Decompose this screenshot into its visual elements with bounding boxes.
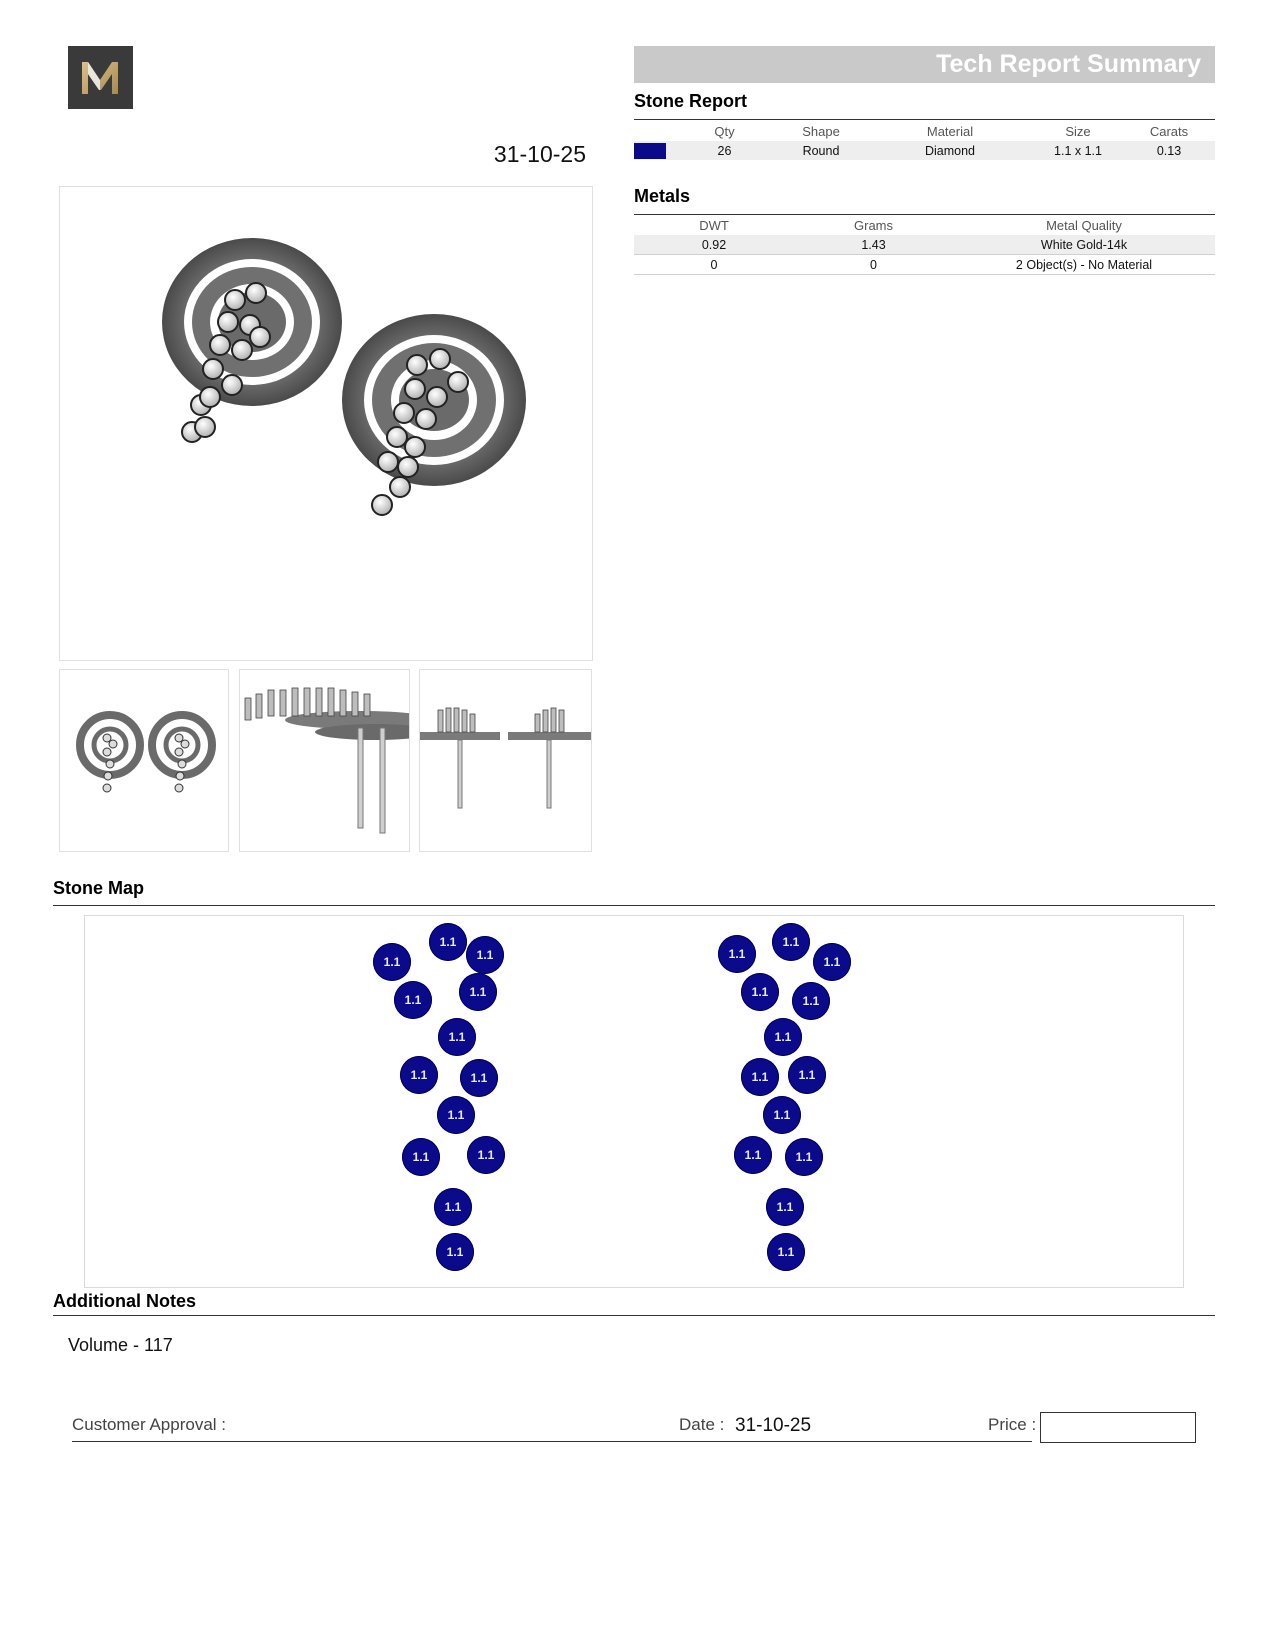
summary-header-bar [634, 46, 1215, 83]
cell-qty: 26 [674, 141, 775, 160]
stone-map-title: Stone Map [53, 878, 145, 898]
cell-dwt: 0.92 [634, 235, 794, 255]
left-earring [162, 238, 342, 442]
stone-marker: 1.1 [718, 935, 756, 973]
stone-marker: 1.1 [400, 1056, 438, 1094]
col-carats: Carats [1149, 124, 1189, 139]
stone-marker: 1.1 [741, 1058, 779, 1096]
stone-marker: 1.1 [813, 943, 851, 981]
stone-map-divider [53, 905, 1215, 906]
thumbnail-front-view[interactable] [59, 669, 229, 852]
main-product-render [59, 186, 593, 661]
thumbnail-profile-view[interactable] [419, 669, 592, 852]
stone-map-panel [84, 915, 1184, 1288]
col-material: Material [926, 124, 974, 139]
stone-marker: 1.1 [460, 1059, 498, 1097]
metals-table [634, 216, 1215, 275]
cell-material: Diamond [867, 141, 1033, 160]
stone-marker: 1.1 [741, 973, 779, 1011]
stone-marker: 1.1 [772, 923, 810, 961]
cell-dwt: 0 [634, 255, 794, 275]
stone-marker: 1.1 [438, 1018, 476, 1056]
col-qty: Qty [714, 124, 735, 139]
stone-marker: 1.1 [429, 923, 467, 961]
cell-shape: Round [775, 141, 867, 160]
table-row [634, 235, 1215, 255]
stone-marker: 1.1 [785, 1138, 823, 1176]
metals-divider [634, 214, 1215, 215]
approval-date-label: Date : [679, 1415, 725, 1434]
additional-notes-title: Additional Notes [53, 1291, 196, 1311]
stone-marker: 1.1 [734, 1136, 772, 1174]
stone-marker: 1.1 [763, 1096, 801, 1134]
brand-logo [68, 46, 133, 109]
metals-header-row [634, 216, 1215, 235]
stone-marker: 1.1 [466, 936, 504, 974]
stone-report-header-row [634, 122, 1215, 141]
stone-marker: 1.1 [402, 1138, 440, 1176]
stone-marker: 1.1 [792, 982, 830, 1020]
cell-grams: 0 [794, 255, 953, 275]
stone-marker: 1.1 [434, 1188, 472, 1226]
approval-date-value: 31-10-25 [735, 1415, 812, 1436]
stone-marker: 1.1 [459, 973, 497, 1011]
cell-carats: 0.13 [1123, 141, 1215, 160]
customer-approval-label: Customer Approval : [72, 1415, 227, 1434]
cell-metal-quality: White Gold-14k [953, 235, 1215, 255]
report-date: 31-10-25 [493, 141, 586, 167]
notes-divider [53, 1315, 1215, 1316]
stone-marker: 1.1 [766, 1188, 804, 1226]
stone-report-divider [634, 119, 1215, 120]
page-title: Tech Report Summary [936, 50, 1201, 78]
stone-report-title: Stone Report [634, 91, 748, 111]
col-dwt: DWT [699, 218, 729, 233]
stone-marker: 1.1 [767, 1233, 805, 1271]
notes-text: Volume - 117 [68, 1335, 173, 1355]
price-input-box[interactable] [1040, 1412, 1196, 1443]
stone-marker: 1.1 [764, 1018, 802, 1056]
metals-title: Metals [634, 186, 691, 206]
price-label: Price : [988, 1415, 1037, 1434]
right-earring [342, 314, 526, 515]
cell-metal-quality: 2 Object(s) - No Material [953, 255, 1215, 275]
table-row [634, 141, 1215, 160]
stone-marker: 1.1 [394, 981, 432, 1019]
cell-size: 1.1 x 1.1 [1033, 141, 1123, 160]
table-row [634, 255, 1215, 275]
col-grams: Grams [854, 218, 893, 233]
thumbnail-side-view[interactable] [239, 669, 410, 852]
stone-marker: 1.1 [437, 1096, 475, 1134]
col-shape: Shape [802, 124, 840, 139]
stone-marker: 1.1 [788, 1056, 826, 1094]
approval-signature-line [72, 1441, 1032, 1442]
stone-report-table [634, 122, 1215, 160]
cell-grams: 1.43 [794, 235, 953, 255]
stone-color-swatch [634, 143, 666, 159]
stone-marker: 1.1 [467, 1136, 505, 1174]
stone-marker: 1.1 [373, 943, 411, 981]
col-metal-quality: Metal Quality [1046, 218, 1122, 233]
stone-marker: 1.1 [436, 1233, 474, 1271]
col-size: Size [1065, 124, 1091, 139]
